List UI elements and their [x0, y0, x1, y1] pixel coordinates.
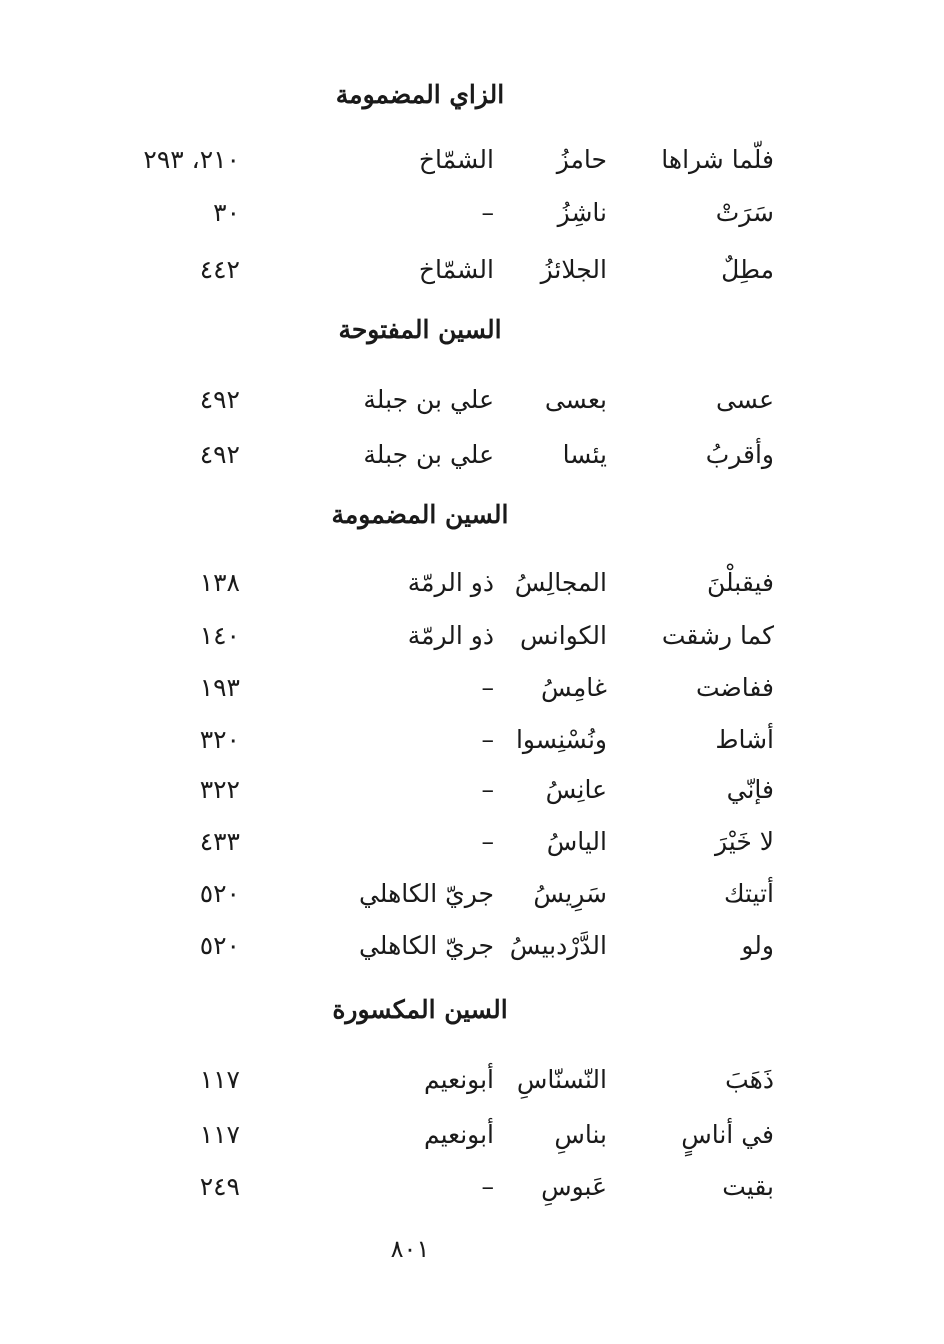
page-reference: ٤٤٢ — [199, 255, 240, 284]
page-reference: ٤٩٢ — [199, 385, 240, 414]
index-row — [0, 668, 944, 708]
index-row — [0, 563, 944, 603]
entry-word: بقيت — [722, 1172, 774, 1201]
rhyme-word: الجلائزُ — [540, 255, 607, 284]
index-row — [0, 926, 944, 966]
index-row — [0, 616, 944, 656]
poet-name: جريّ الكاهلي — [358, 879, 494, 908]
poet-name: علي بن جبلة — [363, 440, 494, 469]
entry-word: ففاضت — [696, 673, 774, 702]
index-row — [0, 1060, 944, 1100]
rhyme-word: ونُسْنِسوا — [515, 725, 607, 754]
poet-name: الشمّاخ — [418, 145, 494, 174]
entry-word: عسى — [715, 385, 774, 414]
index-row — [0, 874, 944, 914]
section-heading: السين المكسورة — [332, 995, 508, 1024]
rhyme-word: غامِسُ — [541, 673, 607, 702]
poet-name: أبونعيم — [423, 1120, 494, 1149]
poet-name: – — [481, 673, 494, 702]
page-reference: ٢١٠، ٢٩٣ — [143, 145, 240, 174]
entry-word: ذَهَبَ — [725, 1065, 774, 1094]
poet-name: الشمّاخ — [418, 255, 494, 284]
rhyme-word: النّسنّاسِ — [516, 1065, 607, 1094]
index-row — [0, 193, 944, 233]
page-reference: ١٩٣ — [199, 673, 240, 702]
index-row — [0, 1167, 944, 1207]
poet-name: – — [481, 725, 494, 754]
rhyme-word: ناشِزُ — [557, 198, 607, 227]
page-reference: ٥٢٠ — [199, 879, 240, 908]
page-reference: ٣٢٠ — [199, 725, 240, 754]
entry-word: فلّما شراها — [661, 145, 774, 174]
entry-word: وأقربُ — [705, 440, 774, 469]
poet-name: علي بن جبلة — [363, 385, 494, 414]
index-row — [0, 380, 944, 420]
page-reference: ١١٧ — [199, 1120, 240, 1149]
poet-name: ذو الرمّة — [407, 568, 494, 597]
poet-name: جريّ الكاهلي — [358, 931, 494, 960]
index-row — [0, 770, 944, 810]
rhyme-word: الكوانس — [519, 621, 607, 650]
entry-word: لا خَيْرَ — [715, 827, 774, 856]
index-row — [0, 250, 944, 290]
entry-word: كما رشقت — [661, 621, 774, 650]
section-heading: الزاي المضمومة — [335, 80, 505, 109]
rhyme-word: سَرِيسُ — [533, 879, 607, 908]
entry-word: فيقبلْنَ — [707, 568, 774, 597]
rhyme-word: بناسِ — [554, 1120, 607, 1149]
section-heading: السين المضمومة — [331, 500, 509, 529]
page-reference: ٣٢٢ — [199, 775, 240, 804]
poet-name: أبونعيم — [423, 1065, 494, 1094]
rhyme-word: يئسا — [562, 440, 607, 469]
rhyme-word: حامزُ — [556, 145, 607, 174]
page-reference: ٢٤٩ — [199, 1172, 240, 1201]
entry-word: سَرَتْ — [715, 198, 774, 227]
page-reference: ٥٢٠ — [199, 931, 240, 960]
entry-word: مطِلٌ — [721, 255, 774, 284]
index-row — [0, 435, 944, 475]
rhyme-word: المجالِسُ — [514, 568, 607, 597]
poet-name: – — [481, 775, 494, 804]
page-reference: ٤٣٣ — [199, 827, 240, 856]
poet-name: – — [481, 827, 494, 856]
index-row — [0, 720, 944, 760]
poet-name: ذو الرمّة — [407, 621, 494, 650]
poet-name: – — [481, 198, 494, 227]
page-reference: ١١٧ — [199, 1065, 240, 1094]
entry-word: أشاط — [715, 725, 774, 754]
rhyme-word: بعسى — [544, 385, 607, 414]
rhyme-word: عانِسُ — [545, 775, 607, 804]
index-row — [0, 822, 944, 862]
index-row — [0, 140, 944, 180]
rhyme-word: الدَّرْدبيسُ — [509, 931, 607, 960]
entry-word: في أناسٍ — [681, 1120, 774, 1149]
rhyme-word: عَبوسِ — [541, 1172, 607, 1201]
entry-word: فإنّي — [726, 775, 774, 804]
page-reference: ٣٠ — [213, 198, 240, 227]
page-reference: ١٤٠ — [199, 621, 240, 650]
index-row — [0, 1115, 944, 1155]
entry-word: ولو — [741, 931, 774, 960]
page-reference: ١٣٨ — [199, 568, 240, 597]
page-reference: ٤٩٢ — [199, 440, 240, 469]
poet-name: – — [481, 1172, 494, 1201]
section-heading: السين المفتوحة — [338, 315, 502, 344]
entry-word: أتيتك — [723, 879, 774, 908]
rhyme-word: الياسُ — [546, 827, 607, 856]
page-number: ٨٠١ — [390, 1235, 430, 1263]
